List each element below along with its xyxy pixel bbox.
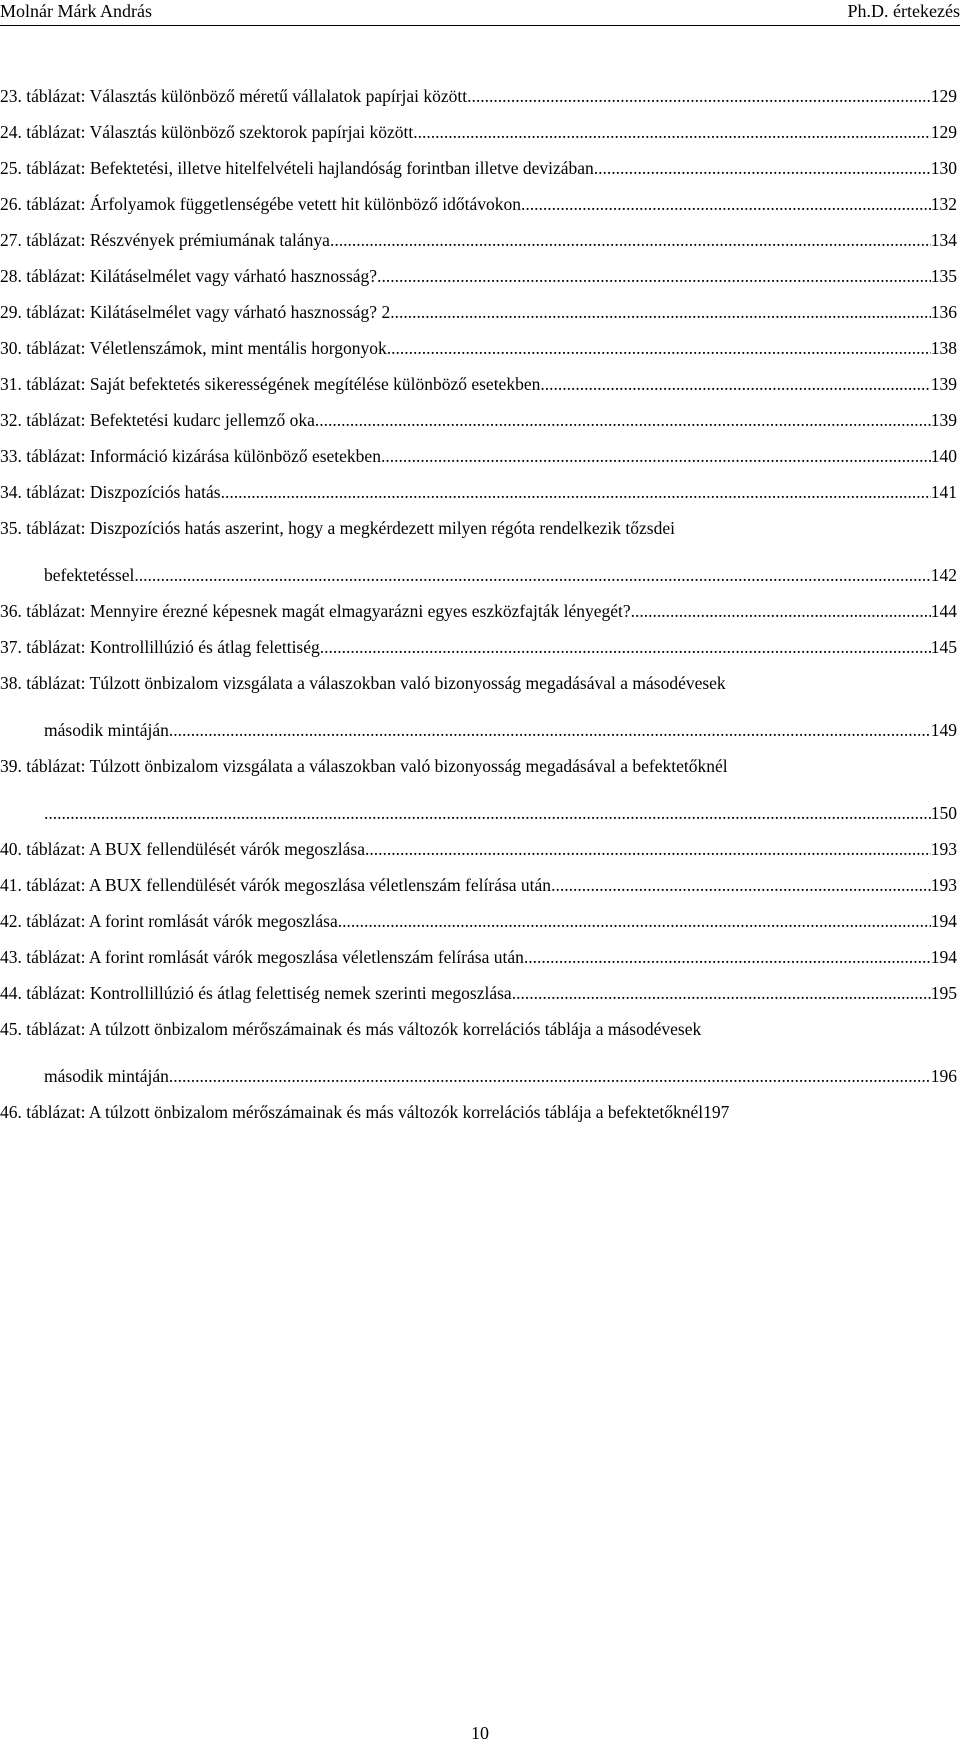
toc-entry[interactable] [0,947,957,967]
toc-entry-page: 139 [930,374,957,394]
toc-entry-page: 129 [930,86,957,106]
toc-entry-page: 150 [930,803,957,823]
dot-leader [551,875,931,895]
toc-entry-label: 44. táblázat: Kontrollillúzió és átlag felettiség nemek szerinti megoszlása [0,983,512,1003]
toc-entry-label: 34. táblázat: Diszpozíciós hatás [0,482,221,502]
toc-entry[interactable] [0,983,957,1003]
toc-entry[interactable] [0,230,957,250]
toc-entry[interactable] [0,637,957,657]
toc-entry[interactable] [0,194,957,214]
toc-entry-label: 27. táblázat: Részvények prémiumának talánya [0,230,330,250]
page-header [0,0,960,28]
toc-entry-page: 145 [930,637,957,657]
toc-entry[interactable] [0,158,957,178]
toc-entry-label: 43. táblázat: A forint romlását várók megoszlása véletlenszám felírása után [0,947,524,967]
toc-entry-label: 29. táblázat: Kilátáselmélet vagy várható hasznosság? 2. [0,302,395,322]
dot-leader [381,446,931,466]
toc-entry[interactable] [0,839,957,859]
toc-entry-page: 149 [930,720,957,740]
dot-leader [387,338,931,358]
header-author: Molnár Márk András [0,1,152,21]
dot-leader [365,839,931,859]
toc-entry[interactable] [0,338,957,358]
toc-entry-label: 37. táblázat: Kontrollillúzió és átlag felettiség [0,637,320,657]
toc-entry-page: 194 [930,911,957,931]
toc-entry[interactable] [0,374,957,394]
toc-entry-label: 42. táblázat: A forint romlását várók megoszlása [0,911,338,931]
dot-leader [512,983,931,1003]
dot-leader [467,86,931,106]
toc-entry-page: 129 [930,122,957,142]
toc-entry-page: 193 [930,839,957,859]
toc-entry[interactable] [0,911,957,931]
toc-entry[interactable] [0,482,957,502]
toc-entry[interactable] [0,86,957,106]
dot-leader [594,158,931,178]
dot-leader [221,482,931,502]
toc-entry[interactable] [0,756,957,823]
dot-leader [338,911,931,931]
toc-entry-label: 25. táblázat: Befektetési, illetve hitelfelvételi hajlandóság forintban illetve devizában [0,158,594,178]
toc-entry-label: 36. táblázat: Mennyire érezné képesnek magát elmagyarázni egyes eszközfajták lényegét? [0,601,631,621]
toc-entry-label: 40. táblázat: A BUX fellendülését várók megoszlása [0,839,365,859]
toc-entry[interactable] [0,446,957,466]
dot-leader [377,266,931,286]
toc-entry[interactable] [0,875,957,895]
toc-entry-page: 132 [930,194,957,214]
toc-entry-page: 193 [930,875,957,895]
toc-entry-label-continuation: második mintáján [44,720,169,740]
toc-entry-page: 195 [930,983,957,1003]
toc-entry[interactable] [0,518,957,585]
toc-entry-page: 196 [930,1066,957,1086]
header-doc-type: Ph.D. értekezés [847,1,960,21]
toc-entry-page: 197 [703,1102,730,1122]
dot-leader [169,1066,931,1086]
toc-entry-page: 144 [930,601,957,621]
toc-entry-label: 28. táblázat: Kilátáselmélet vagy várható hasznosság? [0,266,378,286]
dot-leader [413,122,931,142]
toc-entry-label: 45. táblázat: A túlzott önbizalom mérőszámainak és más változók korrelációs táblája a másodévesek [0,1019,702,1039]
toc-entry[interactable] [0,1102,957,1122]
toc-entry[interactable] [0,302,957,322]
dot-leader [524,947,931,967]
toc-entry-label: 26. táblázat: Árfolyamok függetlenségébe vetett hit különböző időtávokon [0,194,521,214]
toc-entry-page: 194 [930,947,957,967]
toc-entry-page: 134 [930,230,957,250]
toc-entry-label: 46. táblázat: A túlzott önbizalom mérőszámainak és más változók korrelációs táblája a befektetőknél [0,1102,704,1122]
page-number: 10 [471,1723,489,1743]
toc-entry-label: 41. táblázat: A BUX fellendülését várók megoszlása véletlenszám felírása után [0,875,552,895]
toc-entry-label: 39. táblázat: Túlzott önbizalom vizsgálata a válaszokban való bizonyosság megadásával a befektetőknél [0,756,728,776]
toc-entry-label: 32. táblázat: Befektetési kudarc jellemző oka [0,410,315,430]
header-divider [0,25,960,26]
toc-entry-label-continuation: második mintáján [44,1066,169,1086]
toc-entry[interactable] [0,266,957,286]
dot-leader [540,374,930,394]
dot-leader [134,565,930,585]
toc-entry-page: 139 [930,410,957,430]
toc-entry-label: 23. táblázat: Választás különböző méretű vállalatok papírjai között [0,86,468,106]
dot-leader [631,601,931,621]
toc-entry-label: 38. táblázat: Túlzott önbizalom vizsgálata a válaszokban való bizonyosság megadásával a másodévesek [0,673,726,693]
toc-entry-label-continuation: befektetéssel [44,565,135,585]
toc-entry-page: 136 [930,302,957,322]
toc-entry-page: 138 [930,338,957,358]
toc-entry-page: 130 [930,158,957,178]
dot-leader [330,230,931,250]
dot-leader [395,302,931,322]
toc-entry[interactable] [0,122,957,142]
dot-leader [169,720,931,740]
list-of-tables [0,86,957,1138]
toc-entry-page: 135 [930,266,957,286]
toc-entry-page: 141 [930,482,957,502]
toc-entry-label: 35. táblázat: Diszpozíciós hatás aszerint, hogy a megkérdezett milyen régóta rendelkezik tőzsdei [0,518,675,538]
toc-entry-label: 30. táblázat: Véletlenszámok, mint mentális horgonyok [0,338,387,358]
toc-entry-page: 140 [930,446,957,466]
toc-entry[interactable] [0,601,957,621]
toc-entry[interactable] [0,1019,957,1086]
toc-entry-label: 33. táblázat: Információ kizárása különböző esetekben [0,446,381,466]
dot-leader [320,637,931,657]
toc-entry[interactable] [0,410,957,430]
toc-entry-label: 31. táblázat: Saját befektetés sikerességének megítélése különböző esetekben [0,374,541,394]
dot-leader [315,410,931,430]
dot-leader [521,194,931,214]
toc-entry-label: 24. táblázat: Választás különböző szektorok papírjai között [0,122,414,142]
toc-entry[interactable] [0,673,957,740]
dot-leader [44,803,931,823]
toc-entry-page: 142 [930,565,957,585]
